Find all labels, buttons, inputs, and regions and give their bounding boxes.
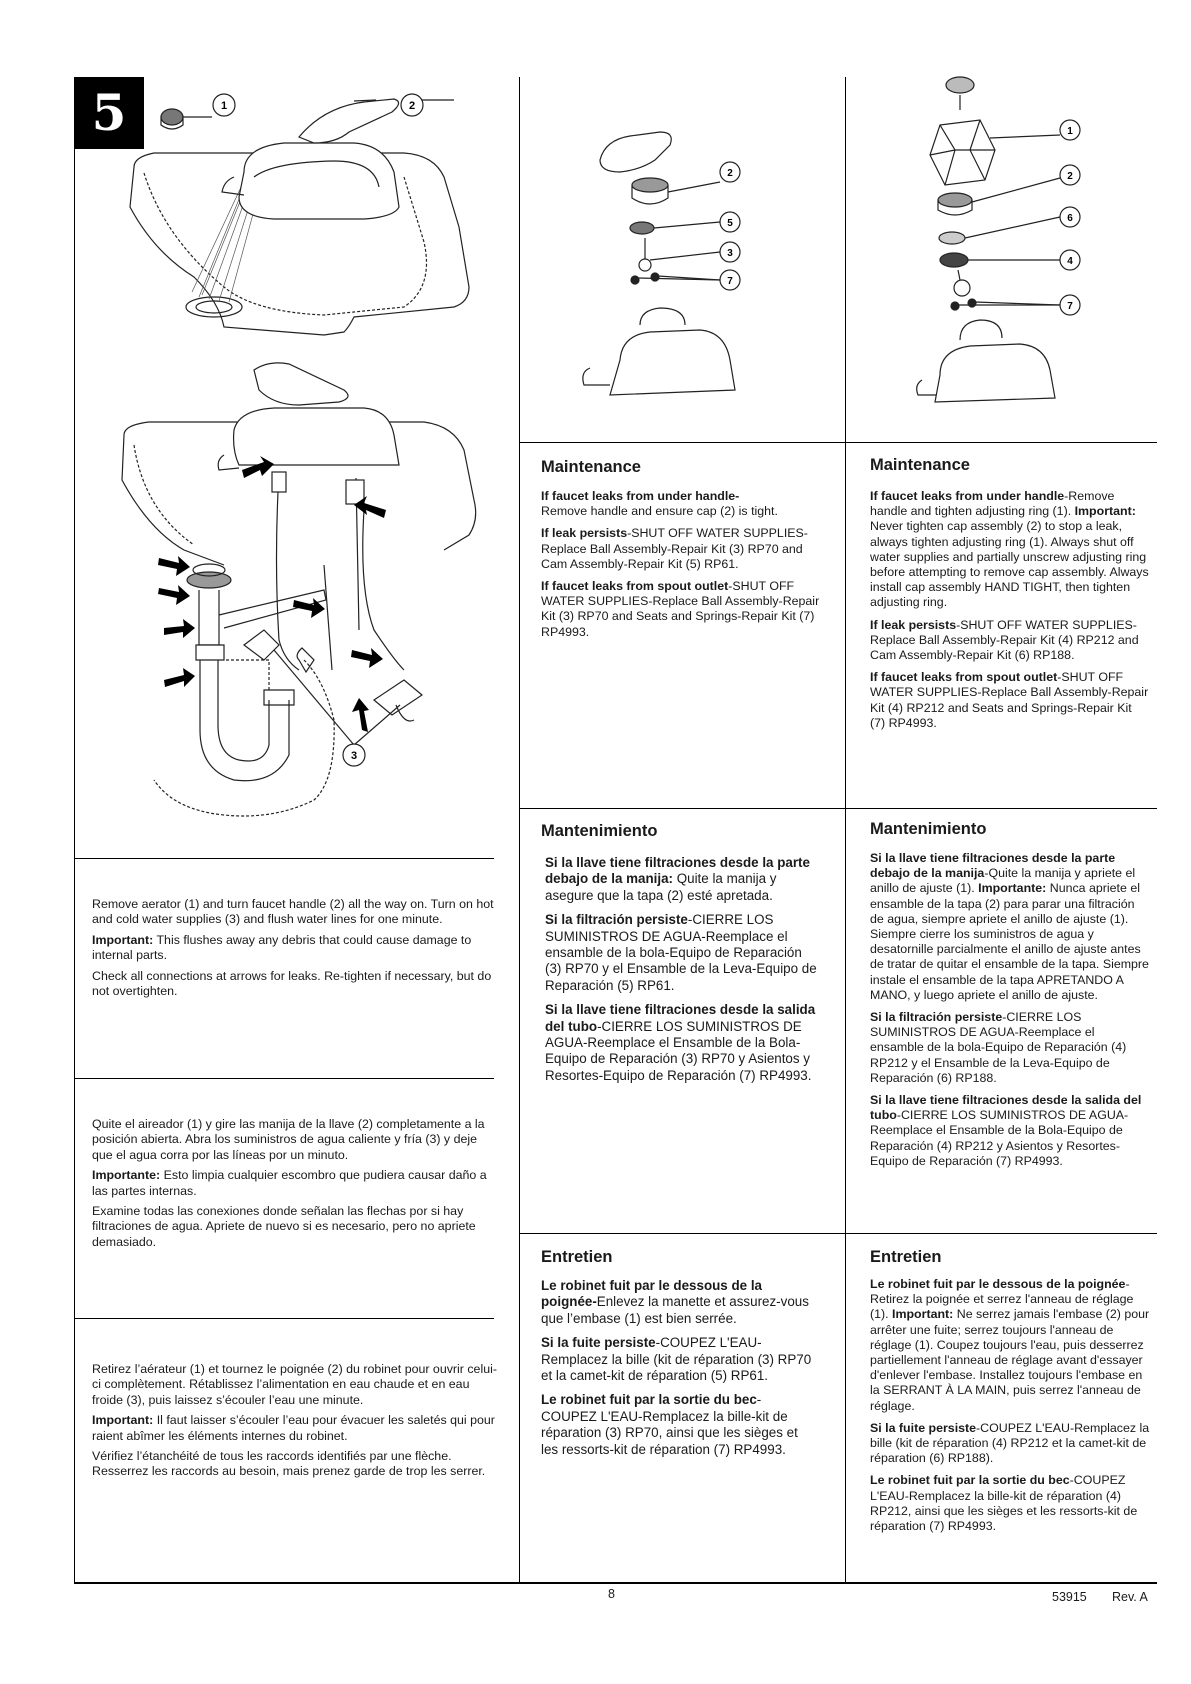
col2-en-heading: Maintenance	[541, 458, 641, 476]
divider-left-2	[74, 1078, 494, 1079]
exploded-view-rp70-illustration	[560, 110, 800, 410]
revision-label: Rev. A	[1112, 1590, 1148, 1604]
callout-5: 5	[727, 218, 733, 229]
divider-mid-1	[519, 442, 1157, 443]
callout-4: 4	[1067, 256, 1073, 267]
col2-es-heading: Mantenimiento	[541, 822, 658, 840]
sink-faucet-illustration-top	[74, 77, 514, 347]
instructions-english	[92, 897, 497, 1004]
instruction-fr-3: Vérifiez l’étanchéité de tous les raccords identifiés par une flèche. Resserrez les raccords au besoin, mais prenez garde de trop les serrer.	[92, 1449, 486, 1479]
exploded-view-rp212-illustration	[900, 70, 1140, 410]
instruction-fr-2: Il faut laisser s’écouler l’eau pour évacuer les saletés qui pour raient abîmer les éléments internes du robinet.	[92, 1413, 495, 1443]
divider-left-1	[74, 858, 494, 859]
instruction-fr-important-label: Important:	[92, 1413, 154, 1428]
col3-es-heading: Mantenimiento	[870, 820, 987, 838]
divider-mid-3	[519, 1233, 1157, 1234]
callout-7: 7	[727, 276, 733, 287]
instruction-en-1: Remove aerator (1) and turn faucet handle (2) all the way on. Turn on hot and cold water supplies (3) and flush water lines for one minute.	[92, 897, 494, 927]
instruction-fr-1: Retirez l’aérateur (1) et tournez le poignée (2) du robinet pour ouvrir celui-ci complètement. Rétablissez l’alimentation en eau chaude et en eau froide (3), puis laissez s’écouler l’eau une minute.	[92, 1362, 497, 1407]
callout-6: 6	[1067, 213, 1073, 224]
sink-plumbing-illustration-bottom	[74, 360, 514, 840]
instructions-spanish	[92, 1117, 497, 1255]
col2-fr-heading: Entretien	[541, 1248, 613, 1266]
divider-mid-2	[519, 808, 1157, 809]
callout-3: 3	[727, 248, 733, 259]
col3-es-body: Si la llave tiene filtraciones desde la parte debajo de la manija-Quite la manija y apriete el anillo de ajuste (1). Importante: Nunca apriete el ensamble de la tapa (2) para parar una filtración de agua, siempre apriete el anillo de ajuste (1). Siempre cierre los suministros de agua y desatornille parcialmente el anillo de ajuste antes de tratar de quitar el ensamble de la tapa. Siempre instale el ensamble de la tapa APRETANDO A MANO, y luego apriete el anillo de ajuste. Si la filtración persiste-CIERRE LOS SUMINISTROS DE AGUA-Reemplace el ensamble de la bola-Equipo de Reparación (4) RP212 y el Ensamble de la Leva-Equipo de Reparación (6) RP188. Si la llave tiene filtraciones desde la salida del tubo-CIERRE LOS SUMINISTROS DE AGUA-Reemplace el Ensamble de la Bola-Equipo de Reparación (4) RP212 y Asientos y Resortes-Equipo de Reparación (7) RP4993.	[870, 851, 1149, 1168]
callout-2: 2	[727, 168, 733, 179]
callout-1: 1	[220, 100, 228, 112]
page-number: 8	[608, 1587, 615, 1601]
col2-fr-body: Le robinet fuit par le dessous de la poignée-Enlevez la manette et assurez-vous que l’embase (1) est bien serrée. Si la fuite persiste-COUPEZ L'EAU-Remplacez la bille (kit de réparation (3) RP70 et la camet-kit de réparation (5) RP61. Le robinet fuit par la sortie du bec-COUPEZ L'EAU-Remplacez la bille-kit de réparation (3) RP70, ainsi que les sièges et les ressorts-kit de réparation (7) RP4993.	[541, 1278, 812, 1457]
callout-2: 2	[408, 100, 416, 112]
instruction-en-2: This flushes away any debris that could cause damage to internal parts.	[92, 932, 472, 963]
callout-1: 1	[1067, 126, 1073, 137]
step-number-badge: 5	[74, 77, 144, 149]
instruction-es-important-label: Importante:	[92, 1168, 161, 1183]
column-divider-1	[519, 77, 520, 1582]
divider-left-3	[74, 1318, 494, 1319]
instruction-en-important-label: Important:	[92, 932, 154, 947]
col2-en-body: If faucet leaks from under handle- Remove handle and ensure cap (2) is tight. If leak persists-SHUT OFF WATER SUPPLIES-Replace Ball Assembly-Repair Kit (3) RP70 and Cam Assembly-Repair Kit (5) RP61. If faucet leaks from spout outlet-SHUT OFF WATER SUPPLIES-Replace Ball Assembly-Repair Kit (3) RP70 and Seats and Springs-Repair Kit (7) RP4993.	[541, 489, 820, 639]
instruction-en-3: Check all connections at arrows for leaks. Re-tighten if necessary, but do not overtighten.	[92, 968, 492, 999]
col3-en-heading: Maintenance	[870, 456, 970, 474]
page-bottom-rule	[74, 1582, 1157, 1584]
instruction-es-1: Quite el aireador (1) y gire las manija de la llave (2) completamente a la posición abierta. Abra los suministros de agua caliente y fría (3) y deje que el agua corra por las líneas por un minuto.	[92, 1117, 485, 1162]
col3-fr-heading: Entretien	[870, 1248, 942, 1266]
instruction-es-2: Esto limpia cualquier escombro que pudiera causar daño a las partes internas.	[92, 1168, 487, 1198]
instructions-french	[92, 1362, 497, 1485]
col3-en-body: If faucet leaks from under handle-Remove handle and tighten adjusting ring (1). Important: Never tighten cap assembly (2) to stop a leak, always tighten adjusting ring (1). Always shut off water supplies and partially unscrew adjusting ring before attempting to remove cap assembly. Always install cap assembly HAND TIGHT, then tighten adjusting ring. If leak persists-SHUT OFF WATER SUPPLIES-Replace Ball Assembly-Repair Kit (4) RP212 and Cam Assembly-Repair Kit (6) RP188. If faucet leaks from spout outlet-SHUT OFF WATER SUPPLIES-Replace Ball Assembly-Repair Kit (4) RP212 and Seats and Springs-Repair Kit (7) RP4993.	[870, 489, 1149, 730]
col3-fr-body: Le robinet fuit par le dessous de la poignée-Retirez la poignée et serrez l'anneau de réglage (1). Important: Ne serrez jamais l'embase (2) pour arrêter une fuite; serrez toujours l'anneau de réglage (1). Coupez toujours l'eau, puis desserrez partiellement l'anneau de réglage avant d'essayer d'enlever l'embase. Installez toujours l'embase en la SERRANT À LA MAIN, puis serrez l'anneau de réglage. Si la fuite persiste-COUPEZ L'EAU-Remplacez la bille (kit de réparation (4) RP212 et la camet-kit de réparation (6) RP188). Le robinet fuit par la sortie du bec-COUPEZ L'EAU-Remplacez la bille-kit de réparation (4) RP212, ainsi que les sièges et les ressorts-kit de réparation (7) RP4993.	[870, 1277, 1150, 1534]
document-number: 53915	[1052, 1590, 1087, 1604]
instruction-es-3: Examine todas las conexiones donde señalan las flechas por si hay filtraciones de agua. Apriete de nuevo si es necesario, pero no apriete demasiado.	[92, 1204, 476, 1249]
callout-2: 2	[1067, 171, 1073, 182]
column-divider-2	[845, 77, 846, 1582]
callout-7: 7	[1067, 301, 1073, 312]
callout-3: 3	[350, 750, 358, 762]
col2-es-body: Si la llave tiene filtraciones desde la parte debajo de la manija: Quite la manija y asegure que la tapa (2) esté apretada. Si la filtración persiste-CIERRE LOS SUMINISTROS DE AGUA-Reemplace el ensamble de la bola-Equipo de Reparación (3) RP70 y el Ensamble de la Leva-Equipo de Reparación (5) RP61. Si la llave tiene filtraciones desde la salida del tubo-CIERRE LOS SUMINISTROS DE AGUA-Reemplace el Ensamble de la Bola-Equipo de Reparación (3) RP70 y Asientos y Resortes-Equipo de Reparación (7) RP4993.	[545, 855, 817, 1083]
